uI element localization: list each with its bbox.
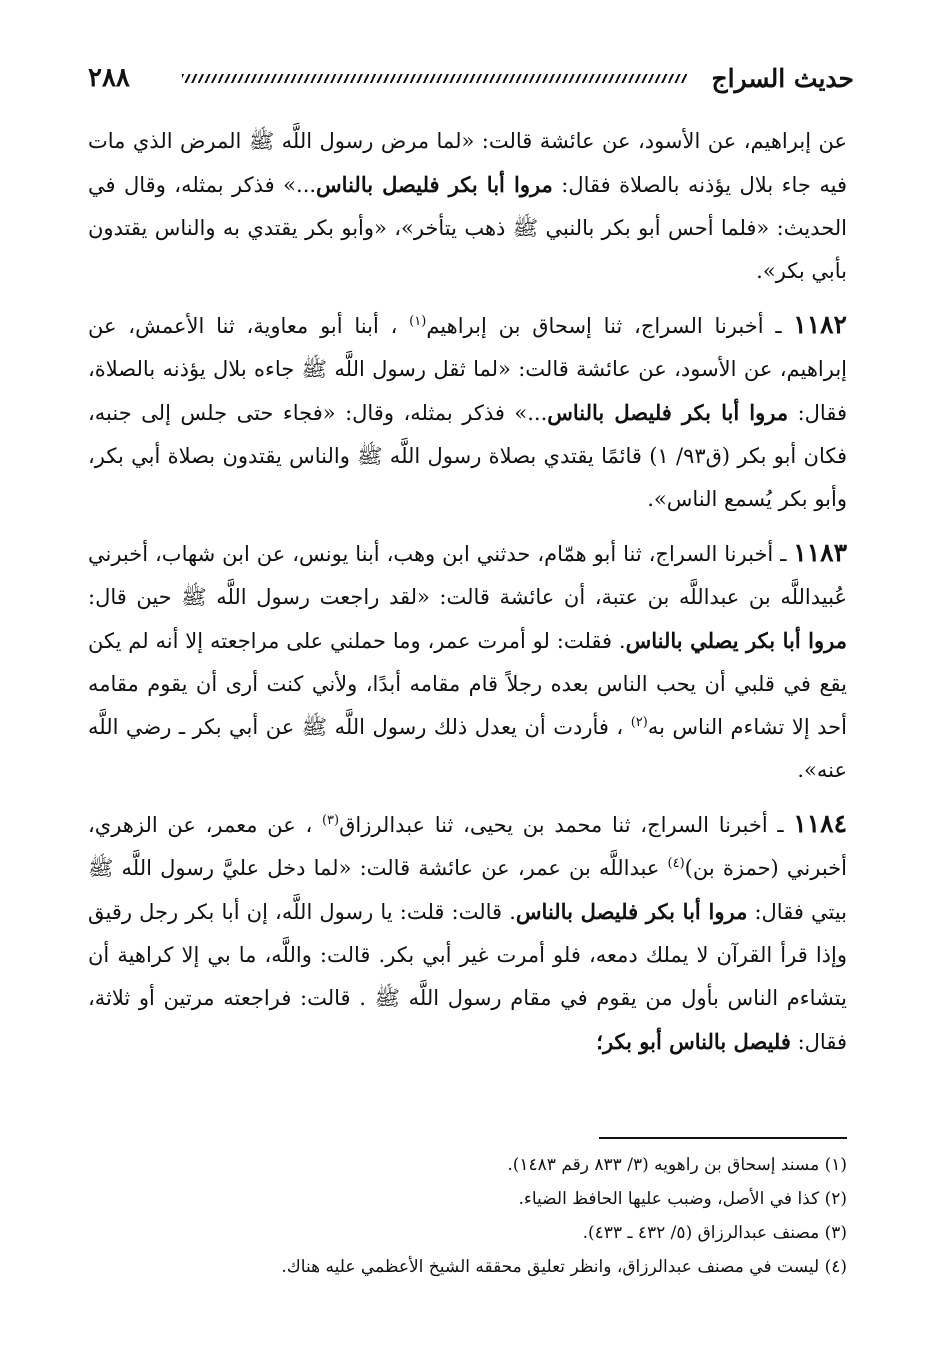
bold-quote: مروا أبا بكر فليصل بالناس xyxy=(316,172,553,197)
hadith-1184 xyxy=(88,802,847,1064)
text-run: ـ أخبرنا السراج، ثنا إسحاق بن إبراهيم xyxy=(426,314,794,338)
page-header xyxy=(88,58,854,98)
footnote-3: (٣) مصنف عبدالرزاق (٥/ ٤٣٢ ـ ٤٣٣). xyxy=(582,1223,847,1243)
hadith-number: ١١٨٢ xyxy=(793,310,847,339)
page-number: ٢٨٨ xyxy=(88,63,130,93)
text-run: . فقلت: لو أمرت عمر، وما حملني على مراجعته إلا أنه لم يكن يقع في قلبي أن يحب الناس بعده رجلاً قام مقامه أبدًا، ولأني كنت أرى أن يقوم مقامه أحد إلا تشاءم الناس به xyxy=(88,629,847,739)
hadith-number: ١١٨٣ xyxy=(793,538,847,567)
footnote-ref: (١) xyxy=(409,314,427,329)
footnote-ref: (٢) xyxy=(630,715,648,730)
paragraph-continuation xyxy=(88,120,847,293)
text-run: ، أبنا أبو معاوية، ثنا الأعمش، عن إبراهيم، عن الأسود، عن عائشة قالت: «لما ثقل رسول اللَّه ﷺ جاءه بلال يؤذنه بالصلاة، فقال: xyxy=(88,314,847,425)
text-run: ...» فذكر بمثله، وقال في الحديث: «فلما أحس أبو بكر بالنبي ﷺ ذهب يتأخر»، «وأبو بكر يقتدي به والناس يقتدون بأبي بكر». xyxy=(88,173,847,283)
text-run: ، عن معمر، عن الزهري، أخبرني (حمزة بن) xyxy=(88,813,847,880)
bold-quote: مروا أبا بكر يصلي بالناس xyxy=(625,628,847,653)
main-text xyxy=(88,120,847,1074)
bold-quote: مروا أبا بكر فليصل بالناس xyxy=(515,899,748,924)
header-ornament-rule xyxy=(182,74,687,83)
text-run: ـ أخبرنا السراج، ثنا محمد بن يحيى، ثنا عبدالرزاق xyxy=(339,813,794,837)
hadith-1182 xyxy=(88,303,847,521)
running-title: حديث السراج xyxy=(711,63,854,93)
text-run: عبداللَّه بن عمر، عن عائشة قالت: «لما دخل عليَّ رسول اللَّه ﷺ بيتي فقال: xyxy=(88,856,848,924)
footnote-separator xyxy=(599,1137,847,1139)
hadith-1183 xyxy=(88,531,847,792)
footnote-2: (٢) كذا في الأصل، وضبب عليها الحافظ الضياء. xyxy=(518,1189,847,1209)
text-run: . قالت: قلت: يا رسول اللَّه، إن أبا بكر رجل رقيق وإذا قرأ القرآن لا يملك دمعه، فلو أمرت غير أبي بكر. قالت: واللَّه، ما بي إلا كراهية أن يتشاءم الناس بأول من يقوم في مقام رسول اللَّه ﷺ . قالت: فراجعته مرتين أو ثلاثة، فقال: xyxy=(88,900,847,1054)
footnote-ref: (٣) xyxy=(321,813,340,828)
hadith-number: ١١٨٤ xyxy=(793,809,847,838)
bold-quote: مروا أبا بكر فليصل بالناس xyxy=(547,400,789,425)
footnotes xyxy=(88,1148,847,1284)
bold-quote: فليصل بالناس أبو بكر؛ xyxy=(596,1029,791,1054)
text-run: ـ أخبرنا السراج، ثنا أبو همّام، حدثني ابن وهب، أبنا يونس، عن ابن شهاب، أخبرني عُبيداللَّه بن عبداللَّه بن عتبة، أن عائشة قالت: «لقد راجعت رسول اللَّه ﷺ حين قال: xyxy=(88,542,847,609)
text-run: ، فأردت أن يعدل ذلك رسول اللَّه ﷺ عن أبي بكر ـ رضي اللَّه عنه». xyxy=(88,715,847,782)
text-run: عن إبراهيم، عن الأسود، عن عائشة قالت: «لما مرض رسول اللَّه ﷺ المرض الذي مات فيه جاء بلال يؤذنه بالصلاة فقال: xyxy=(88,129,847,197)
text-run: ...» فذكر بمثله، وقال: «فجاء حتى جلس إلى جنبه، فكان أبو بكر (ق٩٣/ ١) قائمًا يقتدي بصلاة رسول اللَّه ﷺ والناس يقتدون بصلاة أبي بكر، وأبو بكر يُسمع الناس». xyxy=(88,401,847,511)
footnote-4: (٤) ليست في مصنف عبدالرزاق، وانظر تعليق محققه الشيخ الأعظمي عليه هناك. xyxy=(281,1257,847,1277)
footnote-ref: (٤) xyxy=(667,856,685,871)
footnote-1: (١) مسند إسحاق بن راهويه (٣/ ٨٣٣ رقم ١٤٨٣). xyxy=(507,1155,847,1175)
